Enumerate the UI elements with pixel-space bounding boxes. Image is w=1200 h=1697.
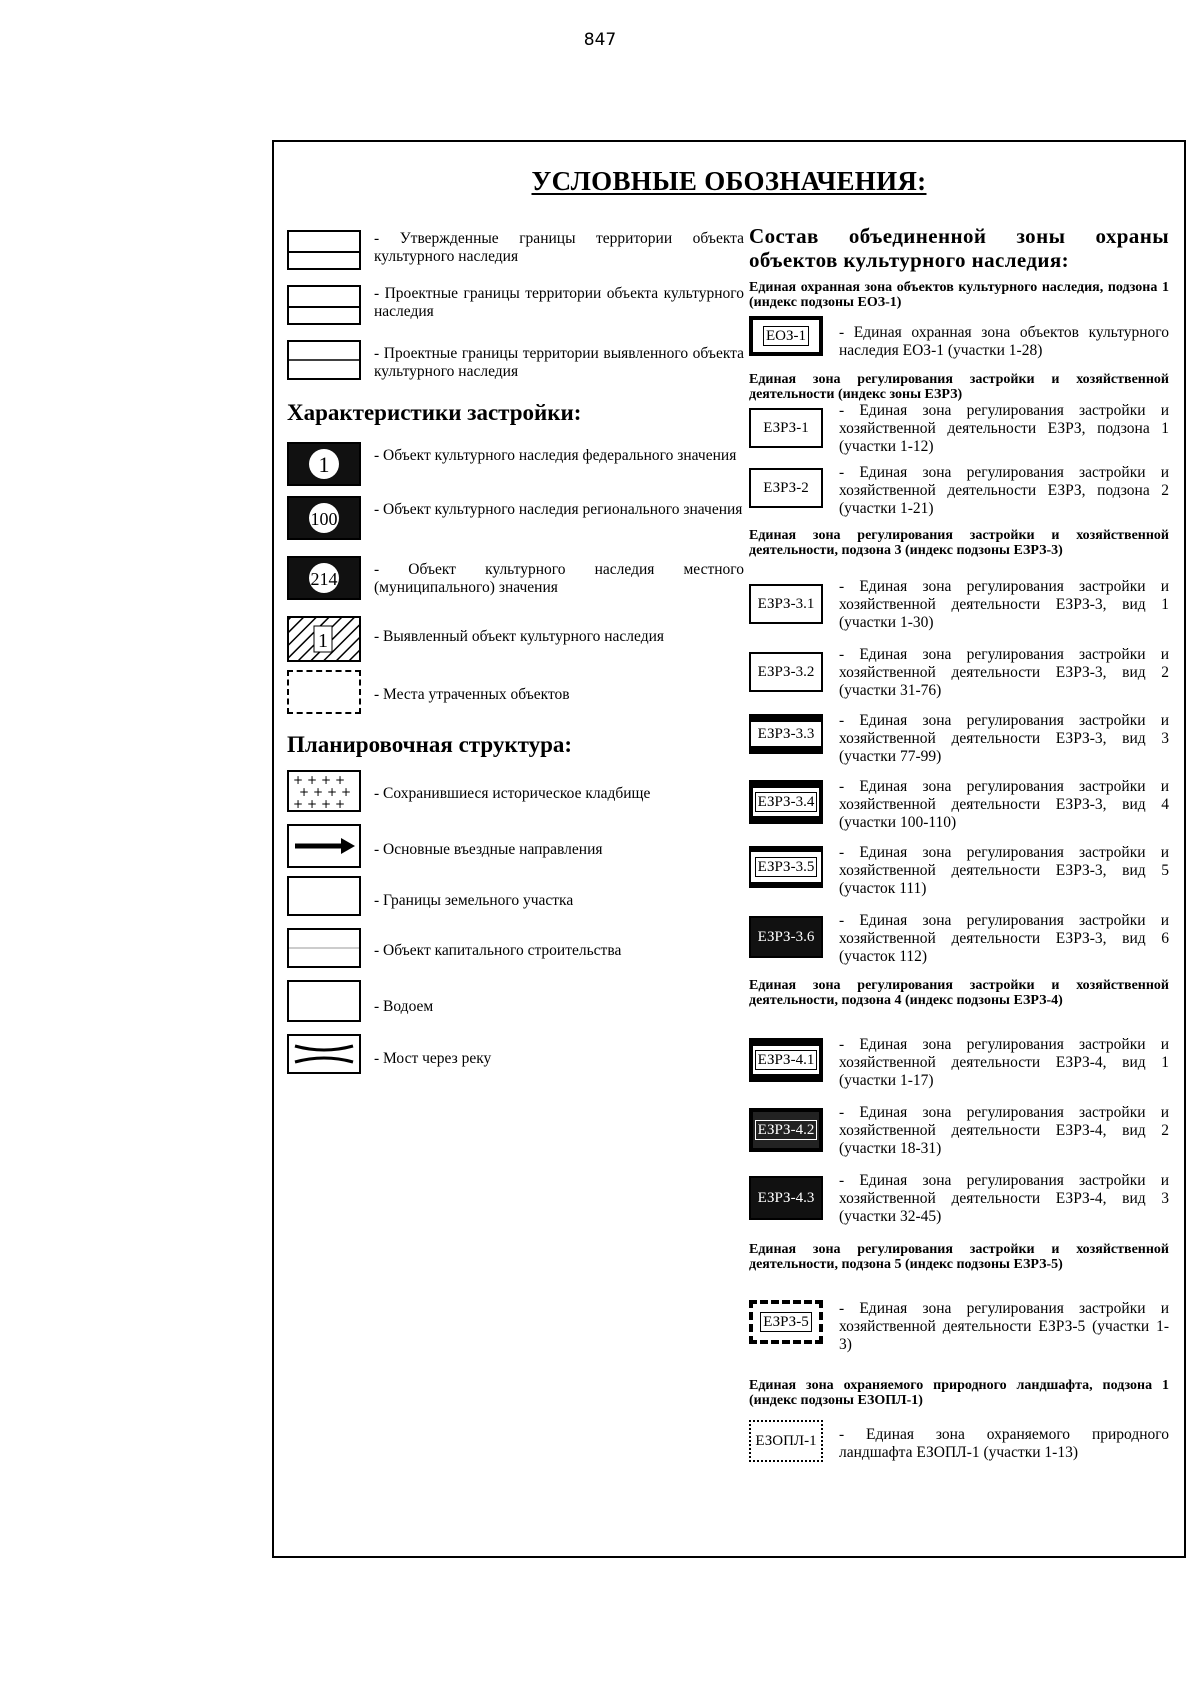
eoz-1-label: - Единая охранная зона объектов культурного наследия ЕОЗ-1 (участки 1-28) bbox=[839, 324, 1169, 359]
ezrz-3-6-symbol bbox=[749, 916, 823, 958]
ezrz-1-code: ЕЗРЗ-1 bbox=[763, 419, 809, 436]
ezrz-3-5-label: - Единая зона регулирования застройки и хозяйственной деятельности ЕЗРЗ-3, вид 5 (участок 111) bbox=[839, 844, 1169, 897]
ezrz-4-3-symbol bbox=[749, 1176, 823, 1220]
ezrz-3-3-label: - Единая зона регулирования застройки и хозяйственной деятельности ЕЗРЗ-3, вид 3 (участки 77-99) bbox=[839, 712, 1169, 765]
regional-object-label: - Объект культурного наследия регионального значения bbox=[374, 501, 743, 518]
cemetery-icon bbox=[287, 770, 361, 812]
ezrz-3-2-symbol bbox=[749, 652, 823, 692]
svg-text:+: + bbox=[321, 797, 332, 810]
svg-text:+: + bbox=[335, 773, 346, 787]
regional-object-number: 100 bbox=[310, 509, 338, 529]
eoz-1-code: ЕОЗ-1 bbox=[763, 326, 809, 346]
ezrz-5-label: - Единая зона регулирования застройки и хозяйственной деятельности ЕЗРЗ-5 (участки 1-3) bbox=[839, 1300, 1169, 1353]
ezrz-3-4-symbol bbox=[749, 780, 823, 824]
ezrz-4-3-label: - Единая зона регулирования застройки и хозяйственной деятельности ЕЗРЗ-4, вид 3 (участки 32-45) bbox=[839, 1172, 1169, 1225]
ezrz-3-subheading: Единая зона регулирования застройки и хозяйственной деятельности, подзона 3 (индекс подзоны ЕЗРЗ-3) bbox=[749, 528, 1169, 558]
ezrz-3-5-symbol bbox=[749, 846, 823, 888]
lost-object-icon bbox=[287, 670, 361, 714]
ezrz-3-3-code: ЕЗРЗ-3.3 bbox=[757, 725, 815, 742]
identified-object-icon bbox=[287, 616, 361, 662]
ezrz-4-1-label: - Единая зона регулирования застройки и хозяйственной деятельности ЕЗРЗ-4, вид 1 (участки 1-17) bbox=[839, 1036, 1169, 1089]
building-heading: Характеристики застройки: bbox=[287, 400, 582, 425]
land-plot-boundary-label: - Границы земельного участка bbox=[374, 892, 574, 909]
ezrz-3-5-code: ЕЗРЗ-3.5 bbox=[755, 857, 818, 877]
ezopl-1-label: - Единая зона охраняемого природного ландшафта ЕЗОПЛ-1 (участки 1-13) bbox=[839, 1426, 1169, 1461]
identified-object-number: 1 bbox=[318, 630, 328, 652]
ezrz-4-2-label: - Единая зона регулирования застройки и хозяйственной деятельности ЕЗРЗ-4, вид 2 (участки 18-31) bbox=[839, 1104, 1169, 1157]
identified-boundary-label: - Проектные границы территории выявленного объекта культурного наследия bbox=[374, 345, 744, 380]
ezrz-4-1-symbol bbox=[749, 1038, 823, 1082]
local-object-icon bbox=[287, 556, 361, 600]
legend-frame bbox=[272, 140, 1186, 1558]
ezrz-5-subheading: Единая зона регулирования застройки и хозяйственной деятельности, подзона 5 (индекс подзоны ЕЗРЗ-5) bbox=[749, 1242, 1169, 1272]
ezrz-3-2-label: - Единая зона регулирования застройки и хозяйственной деятельности ЕЗРЗ-3, вид 2 (участки 31-76) bbox=[839, 646, 1169, 699]
ezrz-2-label: - Единая зона регулирования застройки и хозяйственной деятельности ЕЗРЗ, подзона 2 (участки 1-21) bbox=[839, 464, 1169, 517]
ezrz-3-6-code: ЕЗРЗ-3.6 bbox=[757, 928, 815, 945]
svg-text:+: + bbox=[327, 785, 338, 799]
ezrz-5-symbol bbox=[749, 1300, 823, 1344]
ezrz-3-6-label: - Единая зона регулирования застройки и хозяйственной деятельности ЕЗРЗ-3, вид 6 (участок 112) bbox=[839, 912, 1169, 965]
svg-text:+: + bbox=[299, 785, 310, 799]
ezrz-2-symbol bbox=[749, 468, 823, 508]
ezrz-3-4-label: - Единая зона регулирования застройки и хозяйственной деятельности ЕЗРЗ-3, вид 4 (участки 100-110) bbox=[839, 778, 1169, 831]
svg-text:+: + bbox=[307, 773, 318, 787]
water-body-label: - Водоем bbox=[374, 998, 434, 1015]
federal-object-icon bbox=[287, 442, 361, 486]
ezrz-3-4-code: ЕЗРЗ-3.4 bbox=[755, 792, 818, 812]
svg-text:+: + bbox=[293, 773, 304, 787]
ezrz-1-label: - Единая зона регулирования застройки и хозяйственной деятельности ЕЗРЗ, подзона 1 (участки 1-12) bbox=[839, 402, 1169, 455]
federal-object-label: - Объект культурного наследия федерального значения bbox=[374, 447, 737, 464]
ezrz-2-code: ЕЗРЗ-2 bbox=[763, 479, 809, 496]
ezrz-5-code: ЕЗРЗ-5 bbox=[760, 1312, 811, 1332]
ezrz-3-1-label: - Единая зона регулирования застройки и хозяйственной деятельности ЕЗРЗ-3, вид 1 (участки 1-30) bbox=[839, 578, 1169, 631]
ezrz-4-1-code: ЕЗРЗ-4.1 bbox=[755, 1050, 818, 1070]
ezrz-3-1-code: ЕЗРЗ-3.1 bbox=[757, 595, 815, 612]
svg-text:+: + bbox=[307, 797, 318, 810]
page-number: 847 bbox=[583, 30, 617, 50]
project-boundary-symbol bbox=[287, 285, 361, 325]
local-object-label: - Объект культурного наследия местного (муниципального) значения bbox=[374, 561, 744, 596]
federal-object-number: 1 bbox=[318, 452, 330, 477]
bridge-label: - Мост через реку bbox=[374, 1050, 492, 1067]
eoz-subheading: Единая охранная зона объектов культурного наследия, подзона 1 (индекс подзоны ЕОЗ-1) bbox=[749, 280, 1169, 310]
ezopl-subheading: Единая зона охраняемого природного ландшафта, подзона 1 (индекс подзоны ЕЗОПЛ-1) bbox=[749, 1378, 1169, 1408]
lost-object-label: - Места утраченных объектов bbox=[374, 686, 570, 703]
identified-boundary-symbol bbox=[287, 340, 361, 380]
cemetery-label: - Сохранившиеся историческое кладбище bbox=[374, 785, 651, 802]
local-object-number: 214 bbox=[310, 569, 338, 589]
bridge-icon bbox=[287, 1034, 361, 1074]
legend-title: УСЛОВНЫЕ ОБОЗНАЧЕНИЯ: bbox=[531, 166, 927, 196]
planning-heading: Планировочная структура: bbox=[287, 732, 573, 757]
ezrz-1-symbol bbox=[749, 408, 823, 448]
ezrz-3-2-code: ЕЗРЗ-3.2 bbox=[757, 663, 815, 680]
ezopl-1-code: ЕЗОПЛ-1 bbox=[755, 1432, 817, 1449]
capital-construction-label: - Объект капитального строительства bbox=[374, 942, 622, 959]
project-boundary-label: - Проектные границы территории объекта культурного наследия bbox=[374, 285, 744, 320]
identified-object-label: - Выявленный объект культурного наследия bbox=[374, 628, 665, 645]
eoz-1-symbol bbox=[749, 316, 823, 356]
svg-text:+: + bbox=[293, 797, 304, 810]
ezrz-3-3-symbol bbox=[749, 714, 823, 754]
land-plot-boundary-symbol bbox=[287, 876, 361, 916]
svg-text:+: + bbox=[321, 773, 332, 787]
svg-text:+: + bbox=[313, 785, 324, 799]
svg-text:+: + bbox=[341, 785, 352, 799]
approved-boundary-label: - Утвержденные границы территории объекта культурного наследия bbox=[374, 230, 744, 265]
ezrz-subheading: Единая зона регулирования застройки и хозяйственной деятельности (индекс зоны ЕЗРЗ) bbox=[749, 372, 1169, 402]
regional-object-icon bbox=[287, 496, 361, 540]
ezrz-4-2-code: ЕЗРЗ-4.2 bbox=[755, 1120, 818, 1140]
entry-direction-arrow-icon bbox=[287, 824, 361, 868]
entry-direction-label: - Основные въездные направления bbox=[374, 841, 603, 858]
capital-construction-symbol bbox=[287, 928, 361, 968]
water-body-symbol bbox=[287, 980, 361, 1022]
zone-composition-heading: Состав объединенной зоны охраны объектов культурного наследия: bbox=[749, 224, 1169, 272]
approved-boundary-symbol bbox=[287, 230, 361, 270]
svg-text:+: + bbox=[335, 797, 346, 810]
ezrz-4-3-code: ЕЗРЗ-4.3 bbox=[757, 1189, 815, 1206]
ezrz-4-2-symbol bbox=[749, 1108, 823, 1152]
ezrz-3-1-symbol bbox=[749, 584, 823, 624]
ezrz-4-subheading: Единая зона регулирования застройки и хозяйственной деятельности, подзона 4 (индекс подзоны ЕЗРЗ-4) bbox=[749, 978, 1169, 1008]
ezopl-1-symbol bbox=[749, 1420, 823, 1462]
